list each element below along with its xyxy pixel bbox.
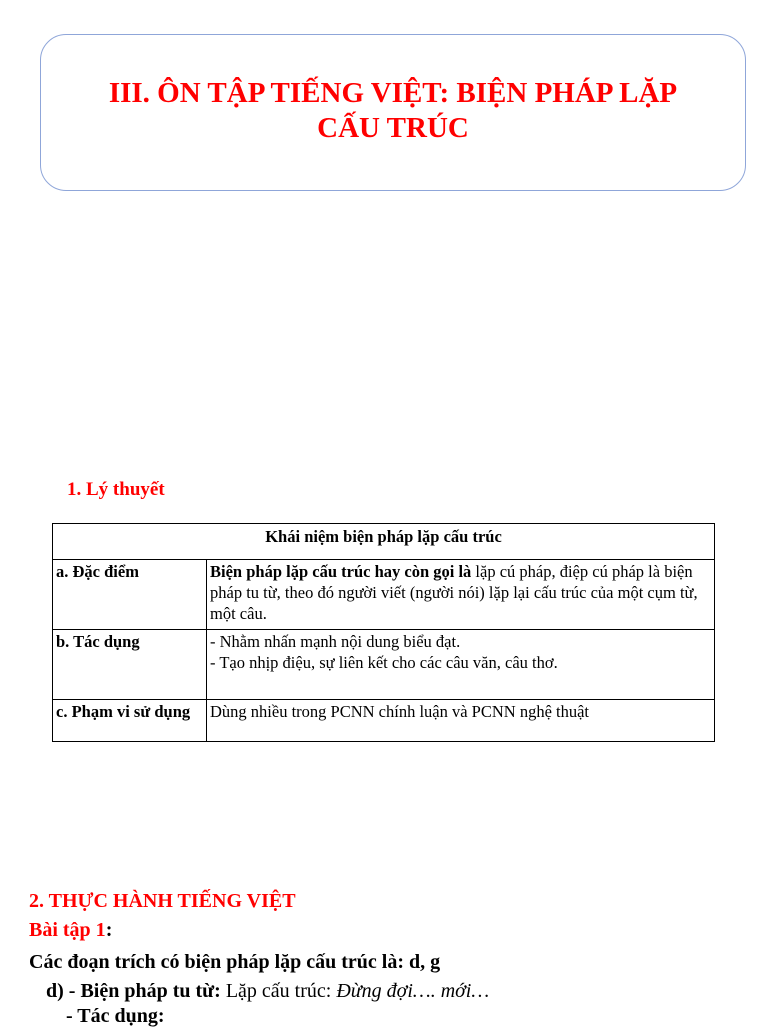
effects-line-1: - Nhằm nhấn mạnh nội dung biểu đạt. — [210, 632, 461, 651]
row-content-features — [207, 560, 715, 630]
item-d-example: Đừng đợi…. mới… — [336, 980, 490, 1002]
features-bold-lead: Biện pháp lặp cấu trúc hay còn gọi là — [210, 562, 472, 581]
row-label-scope: c. Phạm vi sử dụng — [53, 700, 207, 742]
table-header: Khái niệm biện pháp lặp cấu trúc — [53, 524, 715, 560]
practice-heading: 2. THỰC HÀNH TIẾNG VIỆT — [29, 890, 296, 912]
row-label-effects: b. Tác dụng — [53, 630, 207, 700]
theory-heading: 1. Lý thuyết — [67, 479, 165, 500]
table-row — [53, 700, 715, 742]
exercise-1-answer: Các đoạn trích có biện pháp lặp cấu trúc là: d, g — [29, 951, 441, 973]
table-row — [53, 630, 715, 700]
effects-line-2: - Tạo nhịp điệu, sự liên kết cho các câu văn, câu thơ. — [210, 653, 558, 672]
features-text: lặp cú pháp, điệp cú pháp là biện pháp tu từ, theo đó người viết (người nói) lặp lại cấu trúc của một cụm từ, một câu. — [210, 562, 698, 623]
exercise-1-label — [29, 919, 112, 942]
row-content-effects — [207, 630, 715, 700]
exercise-1-colon: : — [105, 919, 113, 941]
item-d-line — [46, 980, 489, 1003]
item-d-prefix: d) - Biện pháp tu từ: — [46, 980, 221, 1002]
row-label-features: a. Đặc điểm — [53, 560, 207, 630]
page-title — [109, 76, 677, 146]
row-content-scope: Dùng nhiều trong PCNN chính luận và PCNN nghệ thuật — [207, 700, 715, 742]
title-line-2: CẤU TRÚC — [317, 111, 469, 144]
title-box — [40, 34, 746, 191]
table-row — [53, 560, 715, 630]
concept-table — [52, 523, 715, 742]
exercise-1-title: Bài tập 1 — [29, 919, 106, 941]
item-d-text: Lặp cấu trúc: — [220, 980, 337, 1002]
title-line-1: III. ÔN TẬP TIẾNG VIỆT: BIỆN PHÁP LẶP — [108, 76, 678, 109]
effect-label: - Tác dụng: — [66, 1005, 165, 1027]
table-header-row — [53, 524, 715, 560]
